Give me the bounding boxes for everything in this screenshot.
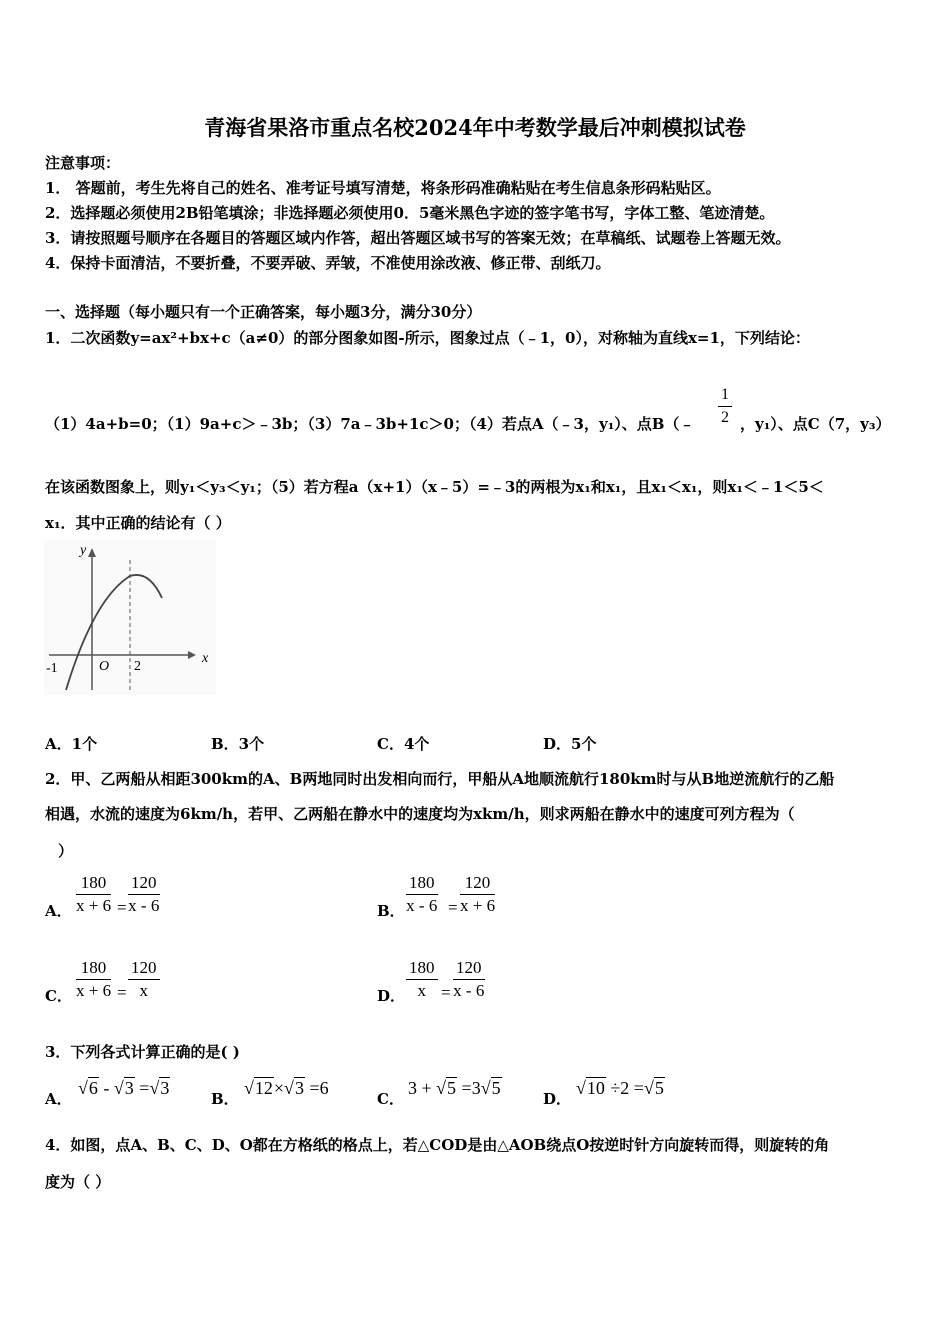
q2-option-c-label[interactable]: C． [45,987,72,1005]
fraction-numerator: 180 [76,958,111,980]
q2-option-b-left-fraction [406,873,438,917]
fraction-denominator: x [417,981,426,1000]
fraction-numerator: 180 [76,873,111,895]
fraction-denominator: x - 6 [453,981,485,1000]
operator: - [103,1078,110,1098]
fraction-denominator: x [139,981,148,1000]
q2-option-c-left-fraction [76,958,111,1002]
q1-line2: 在该函数图象上，则y₁＜y₃＜y₁；（5）若方程a（x+1）（x﹣5）=﹣3的两根为x₁和x₁，且x₁＜x₁，则x₁＜﹣1＜5＜ [45,478,824,496]
q1-option-b[interactable]: B．3个 [211,735,265,753]
q1-stem: 1．二次函数y=ax²+bx+c（a≠0）的部分图象如图-所示，图象过点（﹣1，0），对称轴为直线x=1，下列结论： [45,329,810,347]
q1-conditions-tail: ，y₁）、点C（7，y₃） [740,415,891,433]
q3-option-b-expression: √12×√3 =6 [244,1078,329,1098]
section-heading: 一、选择题（每小题只有一个正确答案，每小题3分，满分30分） [45,303,482,321]
q3-option-a-expression: √6 - √3 =√3 [78,1078,170,1098]
equals-sign: = [117,983,127,1002]
notice-item: 3．请按照题号顺序在各题目的答题区域内作答，超出答题区域书写的答案无效；在草稿纸、试题卷上答题无效。 [45,229,791,247]
radicand: 3 [124,1078,134,1098]
q3-option-b-label[interactable]: B． [211,1090,239,1108]
q1-conditions: （1）4a+b=0；（1）9a+c＞﹣3b；（3）7a﹣3b+1c＞0；（4）若点A（﹣3，y₁）、点B（﹣ [45,415,695,433]
operator: × [273,1078,285,1098]
fraction-denominator: x - 6 [406,896,438,915]
operator: = [309,1078,320,1098]
fraction-denominator: x + 6 [76,896,112,915]
q4-line1: 4．如图，点A、B、C、D、O都在方格纸的格点上，若△COD是由△AOB绕点O按逆时针方向旋转而得，则旋转的角 [45,1136,830,1154]
radicand: 5 [654,1078,664,1098]
fraction-denominator: x - 6 [128,896,160,915]
q3-option-a-label[interactable]: A． [45,1090,72,1108]
radicand: 12 [254,1078,273,1098]
operator: = [633,1078,644,1098]
q2-line3: ） [58,842,74,860]
q1-line3: x₁．其中正确的结论有（ ） [45,514,231,532]
radicand: 3 [160,1078,170,1098]
notice-item: 2．选择题必须使用2B铅笔填涂；非选择题必须使用0．5毫米黑色字迹的签字笔书写，字体工整、笔迹清楚。 [45,204,775,222]
radicand: 10 [586,1078,605,1098]
equals-sign: = [448,898,458,917]
fraction-numerator: 120 [453,958,485,980]
q3-stem: 3．下列各式计算正确的是( ) [45,1043,240,1061]
q2-line1: 2．甲、乙两船从相距300km的A、B两地同时出发相向而行，甲船从A地顺流航行180km时与从B地逆流航行的乙船 [45,770,835,788]
notice-item: 1． 答题前，考生先将自己的姓名、准考证号填写清楚，将条形码准确粘贴在考生信息条形码粘贴区。 [45,179,721,197]
radicand: 3 [294,1078,304,1098]
fraction-numerator: 120 [128,873,160,895]
q1-option-a[interactable]: A．1个 [45,735,98,753]
q2-option-c-right-fraction [128,958,160,1002]
q3-option-c-label[interactable]: C． [377,1090,404,1108]
equals-sign: = [441,983,451,1002]
q2-option-d-right-fraction [453,958,485,1002]
q3-option-c-expression: 3 + √5 =3√5 [408,1078,501,1098]
q2-option-a-label[interactable]: A． [45,902,72,920]
equals-sign: = [117,898,127,917]
x-label: x [202,651,209,666]
prefix: 3 + [408,1078,432,1098]
fraction-denominator: x + 6 [76,981,112,1000]
q2-option-b-label[interactable]: B． [377,902,405,920]
q3-option-d-label[interactable]: D． [543,1090,572,1108]
q2-option-a-right-fraction [128,873,160,917]
radicand: 5 [447,1078,457,1098]
q2-line2: 相遇，水流的速度为6km/h，若甲、乙两船在静水中的速度均为xkm/h，则求两船在静水中的速度可列方程为（ [45,805,795,823]
fraction-numerator: 180 [406,958,438,980]
q1-option-d[interactable]: D．5个 [543,735,597,753]
q2-option-d-left-fraction [406,958,438,1002]
q2-option-a-left-fraction [76,873,111,917]
q2-option-d-label[interactable]: D． [377,987,406,1005]
fraction-numerator: 180 [406,873,438,895]
operator: = [139,1078,150,1098]
operator: =3 [461,1078,481,1098]
notice-item: 4．保持卡面清洁，不要折叠，不要弄破、弄皱，不准使用涂改液、修正带、刮纸刀。 [45,254,611,272]
operator: ÷2 [610,1078,630,1098]
fraction-numerator: 1 [718,385,732,407]
q1-option-c[interactable]: C．4个 [377,735,430,753]
fraction-denominator: 2 [721,409,729,426]
q4-line2: 度为（ ） [45,1173,111,1191]
notice-heading: 注意事项： [45,154,121,172]
page-title: 青海省果洛市重点名校2024年中考数学最后冲刺模拟试卷 [204,115,746,140]
radicand: 5 [491,1078,501,1098]
two-label: 2 [134,659,141,674]
y-label: y [80,543,87,558]
q1-half-fraction [718,385,732,429]
neg-one-label: -1 [46,661,58,676]
result: 6 [319,1078,329,1098]
fraction-denominator: x + 6 [460,896,496,915]
origin-label: O [99,659,110,674]
q1-parabola-graph [44,540,216,695]
q2-option-b-right-fraction [460,873,495,917]
q3-option-d-expression: √10 ÷2 =√5 [576,1078,664,1098]
fraction-numerator: 120 [128,958,160,980]
radicand: 6 [88,1078,98,1098]
fraction-numerator: 120 [460,873,495,895]
